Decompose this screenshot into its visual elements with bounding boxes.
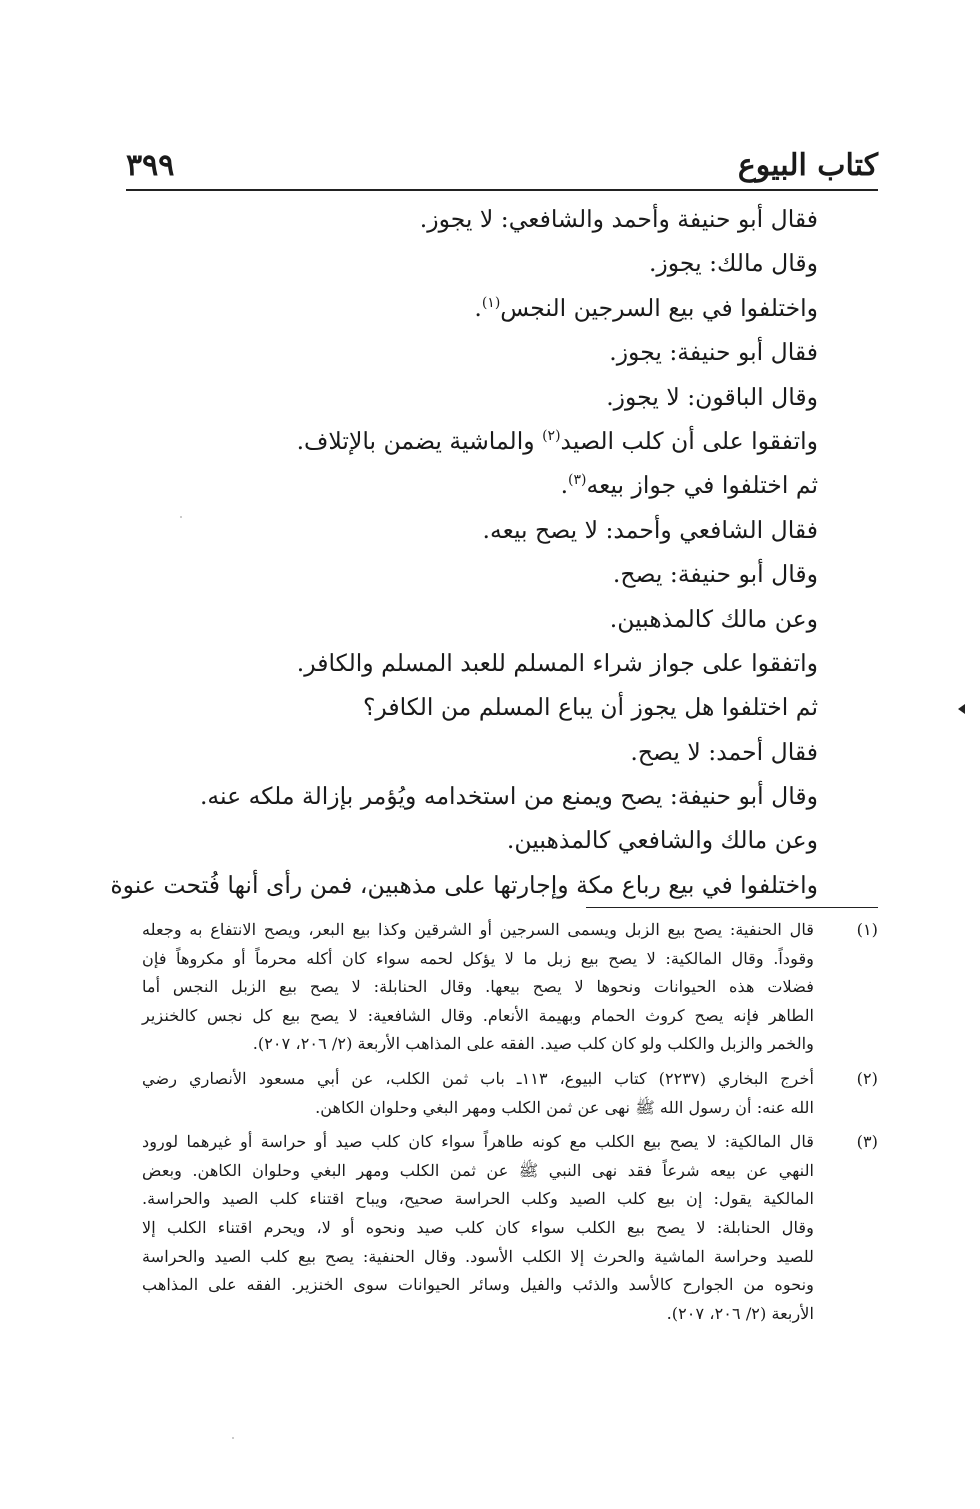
- footnote-line: أخرج البخاري (٢٢٣٧) كتاب البيوع، ١١٣ـ باب ثمن الكلب، عن أبي مسعود الأنصاري رضي: [142, 1068, 814, 1088]
- text-line: ثم اختلفوا في جواز بيعه$^{(٣)}$.: [560, 471, 818, 500]
- footnote-line: والخمر والزبل والكلب ولو كان كلب صيد. الفقه على المذاهب الأربعة (٢/ ٢٠٦، ٢٠٧).: [252, 1034, 814, 1054]
- footnote-ref: (٣): [568, 472, 587, 489]
- scan-speck: [232, 1437, 234, 1439]
- footnote-line: وقوداً. وقال المالكية: لا يصح بيع زبل ما لا يؤكل لحمه سواء كان أكله محرماً أو مكروهاً فإن: [142, 948, 814, 968]
- footnote-line: الأربعة (٢/ ٢٠٦، ٢٠٧).: [666, 1303, 814, 1323]
- page-number: ٣٩٩: [126, 148, 175, 183]
- text-line: فقال الشافعي وأحمد: لا يصح بيعه.: [482, 515, 818, 544]
- footnote: [142, 916, 878, 1059]
- header-rule: [126, 189, 878, 191]
- footnotes: [142, 916, 878, 1334]
- footnote-line: الله عنه: أن رسول الله ﷺ نهى عن ثمن الكلب ومهر البغي وحلوان الكاهن.: [315, 1097, 814, 1117]
- footnote-line: النهي عن بيعه شرعاً فقد نهى النبي ﷺ عن ثمن الكلب ومهر البغي وحلوان الكاهن. وبعض: [142, 1160, 814, 1180]
- footnote-line: الطاهر فإنه يصح كروث الحمام وبهيمة الأنعام. وقال الشافعية: لا يصح بيع كل نجس كالخنزير: [142, 1005, 814, 1025]
- footnote-line: ونحوه من الجوارح كالأسد والذئب والفيل وسائر الحيوانات سوى الخنزير. الفقه على المذاهب: [142, 1275, 814, 1295]
- footnote-number: (١): [856, 920, 878, 939]
- text-line: وعن مالك والشافعي كالمذهبين.: [506, 826, 818, 855]
- text-line: واتفقوا على جواز شراء المسلم للعبد المسلم والكافر.: [296, 648, 818, 677]
- text-line: وقال أبو حنيفة: يصح ويمنع من استخدامه ويُؤمر بإزالة ملكه عنه.: [199, 782, 818, 811]
- text-line: فقال أبو حنيفة وأحمد والشافعي: لا يجوز.: [419, 205, 818, 233]
- footnote-line: قال المالكية: لا يصح بيع الكلب مع كونه طاهراً سواء كان كلب صيد أو حراسة أو غيرهما لورود: [142, 1132, 814, 1152]
- main-text: [110, 197, 818, 907]
- footnote: [142, 1128, 878, 1328]
- scan-speck: [180, 516, 182, 518]
- footnote: [142, 1065, 878, 1122]
- footnote-separator: [586, 907, 878, 908]
- text-line: واتفقوا على أن كلب الصيد$^{(٢)}$ والماشية يضمن بالإتلاف.: [296, 426, 818, 455]
- footnote-line: وقال الحنابلة: لا يصح بيع الكلب سواء كان كلب صيد ونحوه أو لا، ويحرم اقتناء الكلب إلا: [142, 1217, 814, 1237]
- text-line: واختلفوا في بيع السرجين النجس$^{(١)}$.: [474, 293, 818, 322]
- text-line: فقال أحمد: لا يصح.: [630, 737, 818, 766]
- footnote-ref: (١): [481, 294, 501, 311]
- footnote-line: المالكية يقول: إن بيع كلب الصيد وكلب الحراسة صحيح، ويباح اقتناء كلب الصيد والحراسة.: [142, 1189, 814, 1209]
- text-line: وعن مالك كالمذهبين.: [609, 604, 818, 633]
- text-line: واختلفوا في بيع رباع مكة وإجارتها على مذهبين، فمن رأى أنها فُتحت عنوة: [110, 870, 818, 899]
- text-line: وقال الباقون: لا يجوز.: [606, 382, 818, 411]
- footnote-number: (٢): [856, 1068, 878, 1088]
- text-line: ثم اختلفوا هل يجوز أن يباع المسلم من الكافر؟: [362, 693, 818, 722]
- text-line: وقال أبو حنيفة: يصح.: [612, 560, 818, 589]
- page-header: [126, 146, 878, 186]
- footnote-line: فضلات هذه الحيوانات ونحوها لا يصح بيعها. وقال الحنابلة: لا يصح بيع الزبل النجس أما: [142, 977, 814, 997]
- footnote-line: قال الحنفية: يصح بيع الزبل ويسمى السرجين أو الشرقين وكذا بيع البعر، ويصح الانتفاع به وجعله: [142, 920, 814, 939]
- margin-mark: [958, 704, 965, 714]
- running-title: كتاب البيوع: [737, 148, 878, 183]
- footnote-line: للصيد وحراسة الماشية والحرث إلا الكلب الأسود. وقال الحنفية: يصح بيع كلب الصيد والحراسة: [142, 1246, 814, 1266]
- footnote-ref: (٢): [542, 428, 561, 445]
- text-line: وقال مالك: يجوز.: [648, 249, 818, 278]
- text-line: فقال أبو حنيفة: يجوز.: [609, 338, 818, 367]
- footnote-number: (٣): [856, 1132, 878, 1152]
